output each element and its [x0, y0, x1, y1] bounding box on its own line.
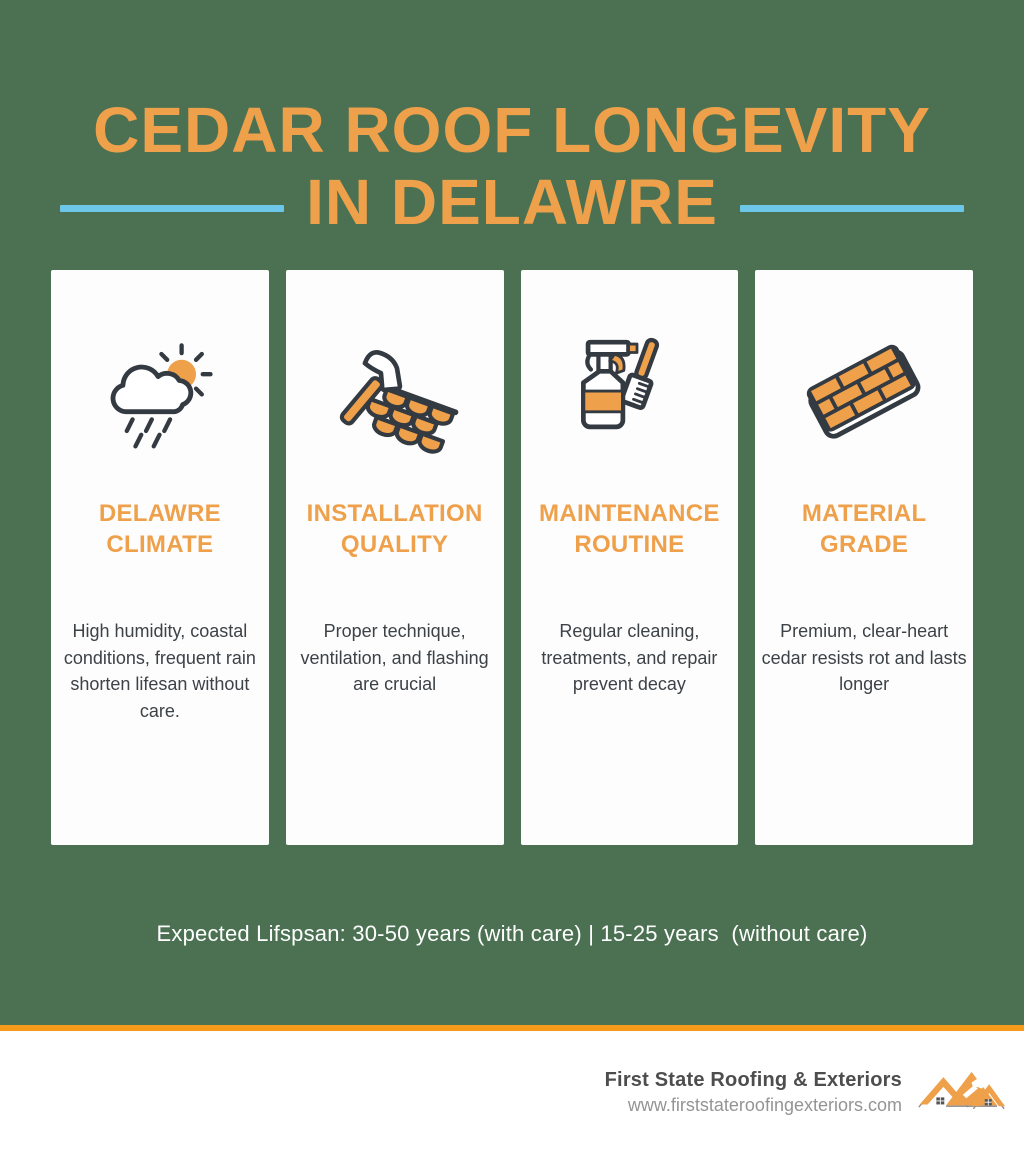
card-title-line2: CLIMATE [106, 531, 214, 558]
card-title-line1: MATERIAL [801, 500, 927, 527]
page-title-row2 [0, 168, 1024, 237]
card-row [0, 270, 1024, 845]
card-title-line1: MAINTENANCE [539, 500, 720, 527]
card-body-text: Regular cleaning, treatments, and repair prevent decay [541, 621, 718, 694]
page-title-line2: IN DELAWRE [306, 166, 718, 238]
card-title [525, 498, 735, 560]
card-title-line2: QUALITY [340, 531, 449, 558]
card-title [759, 498, 969, 560]
footer-text-block [605, 1069, 902, 1116]
rain-cloud-sun-icon [51, 322, 269, 462]
footer [0, 1031, 1024, 1154]
title-underline-right [740, 205, 964, 212]
title-underline-left [60, 205, 284, 212]
card-title-line2: GRADE [820, 531, 909, 558]
card-title-line2: ROUTINE [574, 531, 685, 558]
card-title-line1: DELAWRE [98, 500, 221, 527]
card-body-text: Proper technique, ventilation, and flashing are crucial [300, 621, 489, 694]
card-body-text: Premium, clear-heart cedar resists rot and lasts longer [761, 621, 967, 694]
company-roof-logo-icon [917, 1070, 1005, 1116]
card-maintenance-routine [521, 270, 739, 845]
card-material-grade [755, 270, 973, 845]
card-title [290, 498, 500, 560]
lifespan-note: Expected Lifspsan: 30-50 years (with care) | 15-25 years (without care) [156, 921, 868, 946]
card-installation-quality [286, 270, 504, 845]
company-name: First State Roofing & Exteriors [604, 1069, 902, 1091]
card-title [55, 498, 265, 560]
hammer-shingles-icon [286, 322, 504, 462]
header [0, 0, 1024, 237]
page-title-line1: CEDAR ROOF LONGEVITY [93, 94, 931, 166]
website-url: www.firststateroofingexteriors.com [627, 1095, 902, 1115]
card-title-line1: INSTALLATION [306, 500, 483, 527]
card-body-text: High humidity, coastal conditions, frequent rain shorten lifesan without care. [63, 621, 256, 721]
card-delaware-climate [51, 270, 269, 845]
shingle-panel-icon [755, 322, 973, 462]
spray-bottle-brush-icon [521, 322, 739, 462]
